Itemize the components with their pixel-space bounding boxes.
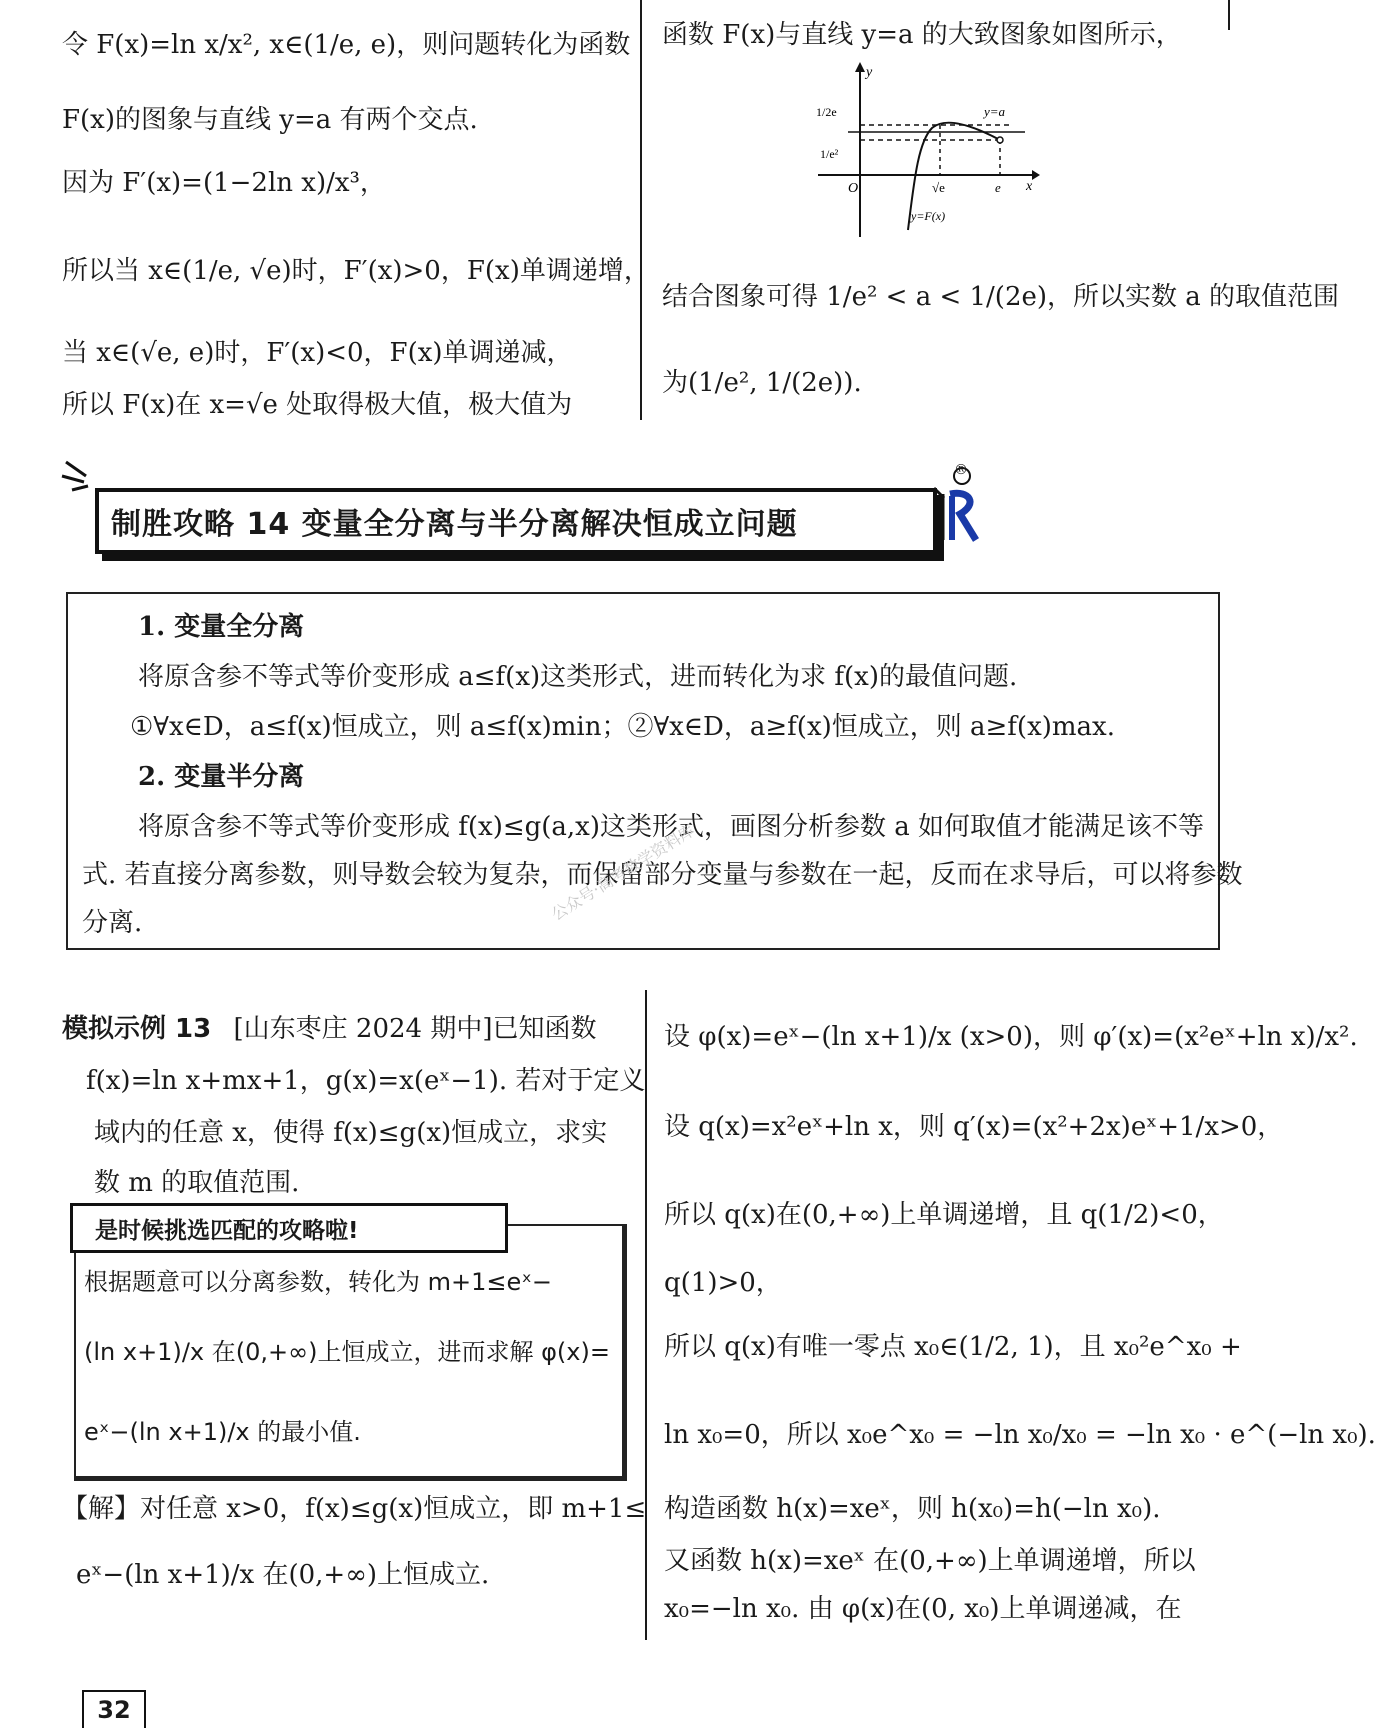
top-left-line-6: 所以 F(x)在 x=√e 处取得极大值，极大值为 [62, 390, 573, 420]
method-para-1: 将原含参不等式等价变形成 a≤f(x)这类形式，进而转化为求 f(x)的最值问题. [138, 662, 1018, 692]
example-source: [山东枣庄 2024 期中]已知函数 [233, 1014, 597, 1044]
example-tag: 模拟示例 13 [62, 1014, 212, 1044]
right-solution-line-5: 所以 q(x)有唯一零点 x₀∈(1/2, 1)，且 x₀²e^x₀ + [664, 1332, 1242, 1362]
endpoint-circle [997, 137, 1003, 143]
method-heading-1: 1. 变量全分离 [138, 612, 305, 642]
example-line-4: 数 m 的取值范围. [94, 1168, 300, 1198]
top-right-line-2: 结合图象可得 1/e² < a < 1/(2e)，所以实数 a 的取值范围 [662, 282, 1340, 312]
top-left-line-5: 当 x∈(√e, e)时，F′(x)<0，F(x)单调递减， [62, 338, 573, 368]
page-number: 32 [82, 1690, 146, 1728]
method-para-3: 将原含参不等式等价变形成 f(x)≤g(a,x)这类形式，画图分析参数 a 如何取值才能满足该不等 [138, 812, 1205, 842]
x-axis-arrow [1032, 170, 1040, 180]
top-right-line-3: 为(1/e², 1/(2e)). [662, 368, 862, 398]
top-right-line-1: 函数 F(x)与直线 y=a 的大致图象如图所示， [662, 20, 1182, 50]
tick-sqrt-e: √e [932, 180, 945, 195]
right-solution-line-7: 构造函数 h(x)=xeˣ，则 h(x₀)=h(−ln x₀). [664, 1494, 1161, 1524]
top-left-line-3: 因为 F′(x)=(1−2ln x)/x³， [62, 168, 386, 198]
tick-e: e [995, 180, 1001, 195]
hint-line-2: (ln x+1)/x 在(0,+∞)上恒成立，进而求解 φ(x)= [84, 1338, 610, 1366]
top-left-line-1: 令 F(x)=ln x/x², x∈(1/e, e)，则问题转化为函数 [62, 30, 631, 60]
y-axis-arrow [855, 62, 865, 72]
solution-line-1: 【解】对任意 x>0，f(x)≤g(x)恒成立，即 m+1≤ [62, 1494, 647, 1524]
example-first-line [62, 1014, 597, 1045]
origin-label: O [848, 181, 859, 196]
right-solution-line-8: 又函数 h(x)=xeˣ 在(0,+∞)上单调递增，所以 [664, 1546, 1196, 1576]
hint-line-3: eˣ−(ln x+1)/x 的最小值. [84, 1418, 361, 1446]
y-axis-label: y [866, 65, 873, 80]
right-solution-line-3: 所以 q(x)在(0,+∞)上单调递增，且 q(1/2)<0， [664, 1200, 1224, 1230]
x-axis-label: x [1026, 179, 1033, 194]
tick-1-2e: 1/2e [816, 105, 837, 119]
example-line-2: f(x)=ln x+mx+1，g(x)=x(eˣ−1). 若对于定义 [86, 1066, 646, 1096]
method-para-4: 式. 若直接分离参数，则导数会较为复杂，而保留部分变量与参数在一起，反而在求导后，可以将参数 [82, 860, 1243, 890]
right-solution-line-2: 设 q(x)=x²eˣ+ln x，则 q′(x)=(x²+2x)eˣ+1/x>0， [664, 1112, 1284, 1142]
strategy-banner [95, 488, 937, 554]
function-graph [810, 62, 1040, 240]
example-line-3: 域内的任意 x，使得 f(x)≤g(x)恒成立，求实 [94, 1118, 608, 1148]
curve-label: y=F(x) [911, 209, 946, 223]
solution-line-2: eˣ−(ln x+1)/x 在(0,+∞)上恒成立. [76, 1560, 490, 1590]
column-rule-top [640, 0, 642, 420]
right-solution-line-6: ln x₀=0，所以 x₀e^x₀ = −ln x₀/x₀ = −ln x₀ · e^(−ln x₀). [664, 1420, 1376, 1450]
mascot-registered-mark: ® [954, 462, 968, 478]
hint-line-1: 根据题意可以分离参数，转化为 m+1≤eˣ− [84, 1268, 553, 1296]
right-solution-line-1: 设 φ(x)=eˣ−(ln x+1)/x (x>0)，则 φ′(x)=(x²eˣ+ln x)/x². [664, 1022, 1358, 1052]
tick-1-e2: 1/e² [820, 147, 839, 161]
line-label: y=a [984, 104, 1006, 119]
banner-spark-icon [60, 456, 100, 496]
right-solution-line-4: q(1)>0， [664, 1268, 782, 1298]
method-heading-2: 2. 变量半分离 [138, 762, 305, 792]
top-left-line-4: 所以当 x∈(1/e, √e)时，F′(x)>0，F(x)单调递增， [62, 256, 650, 286]
right-solution-line-9: x₀=−ln x₀. 由 φ(x)在(0, x₀)上单调递减，在 [664, 1594, 1182, 1624]
hint-label: 是时候挑选匹配的攻略啦! [70, 1203, 508, 1253]
top-left-line-2: F(x)的图象与直线 y=a 有两个交点. [62, 105, 478, 135]
column-rule-right-edge [1228, 0, 1230, 30]
method-para-2: ①∀x∈D，a≤f(x)恒成立，则 a≤f(x)min；②∀x∈D，a≥f(x)恒成立，则 a≥f(x)max. [130, 712, 1115, 742]
banner-title: 制胜攻略 14 变量全分离与半分离解决恒成立问题 [111, 507, 798, 542]
method-para-5: 分离. [82, 908, 143, 938]
watermark: 公众号·高考数学资料库 [548, 820, 699, 925]
